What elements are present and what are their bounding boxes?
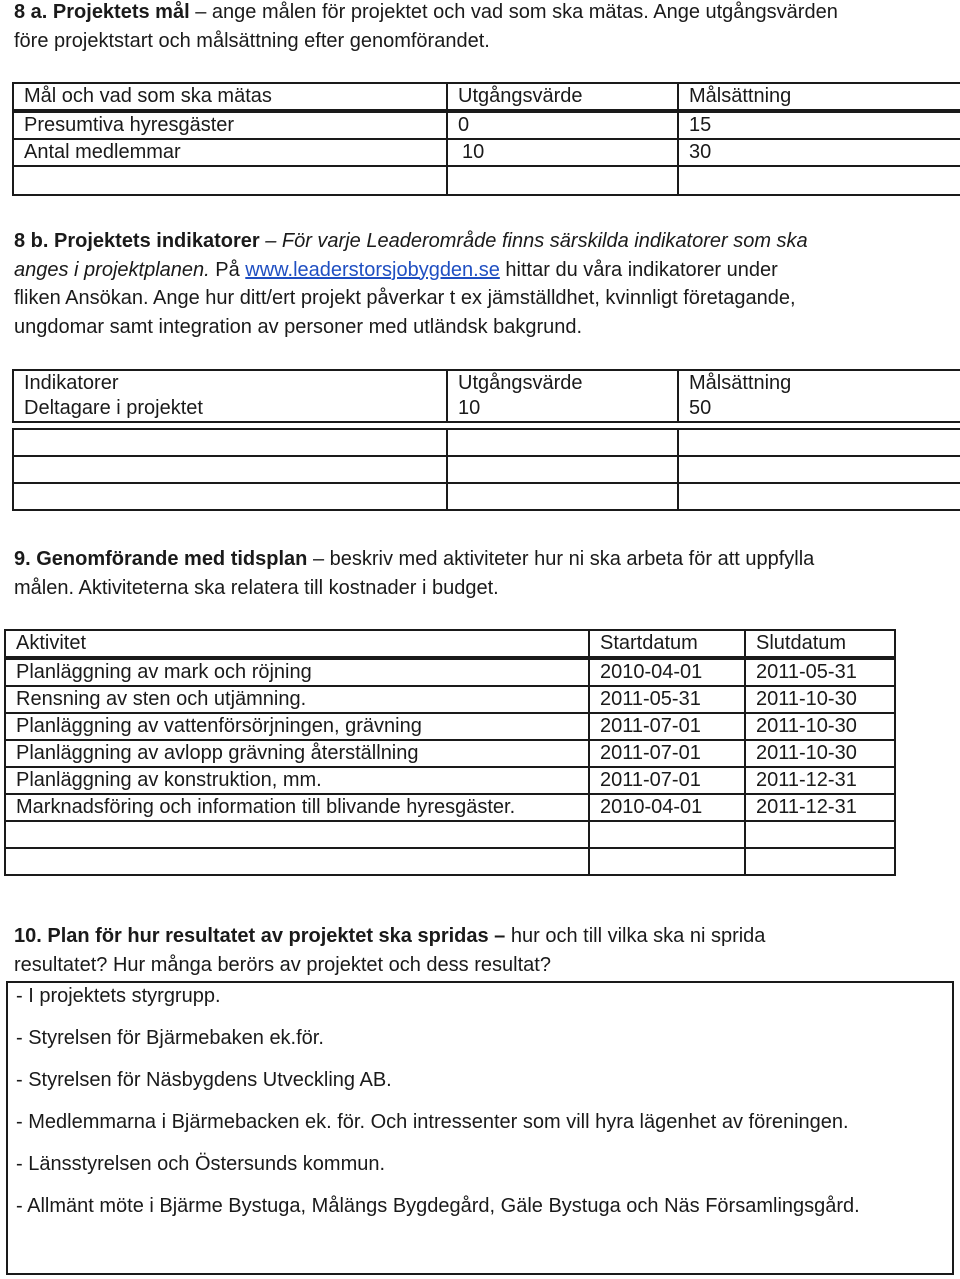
list-item: - Medlemmarna i Bjärmebacken ek. för. Och intressenter som vill hyra lägenhet av föreningen. xyxy=(16,1111,849,1133)
table-cell xyxy=(447,456,678,483)
table-cell: Antal medlemmar xyxy=(13,139,447,166)
table-cell: 2011-10-30 xyxy=(745,713,895,740)
section-9-text-1: – beskriv med aktiviteter hur ni ska arbeta för att uppfylla xyxy=(307,548,815,570)
table-row xyxy=(5,848,895,875)
table-row xyxy=(13,112,960,139)
list-item: - Allmänt möte i Bjärme Bystuga, Målängs Bygdegård, Gäle Bystuga och Näs Församlingsgård. xyxy=(16,1195,860,1217)
section-8a-text-1: – ange målen för projektet och vad som ska mätas. Ange utgångsvärden xyxy=(189,1,838,23)
table-cell: 10 xyxy=(447,139,678,166)
table-cell: 30 xyxy=(678,139,960,166)
table-cell: 2011-07-01 xyxy=(589,767,745,794)
table-row xyxy=(5,821,895,848)
indicators-header-row xyxy=(13,370,960,396)
table-cell: 2011-05-31 xyxy=(745,659,895,686)
table-row xyxy=(5,659,895,686)
section-10-text-1: hur och till vilka ska ni sprida xyxy=(505,925,766,947)
section-8b-after-link: hittar du våra indikatorer under xyxy=(499,258,778,281)
table-cell: 2011-07-01 xyxy=(589,713,745,740)
table-cell: Deltagare i projektet xyxy=(13,396,447,422)
table-cell: Planläggning av vattenförsörjningen, grävning xyxy=(5,713,589,740)
list-item: - Styrelsen för Näsbygdens Utveckling AB. xyxy=(16,1069,392,1091)
table-cell: 2010-04-01 xyxy=(589,794,745,821)
section-8b-italic-2: anges i projektplanen. xyxy=(14,258,210,281)
goals-table-body xyxy=(12,111,960,196)
section-8b-title: 8 b. Projektets indikatorer xyxy=(14,230,260,252)
table-row xyxy=(13,166,960,195)
list-item: - Styrelsen för Bjärmebaken ek.för. xyxy=(16,1027,324,1049)
table-cell: 10 xyxy=(447,396,678,422)
section-8a-title: 8 a. Projektets mål xyxy=(14,1,190,23)
dissemination-box xyxy=(6,981,954,1275)
table-row xyxy=(13,429,960,456)
goals-table xyxy=(12,82,960,111)
table-cell: 2011-12-31 xyxy=(745,767,895,794)
list-item: - Länsstyrelsen och Östersunds kommun. xyxy=(16,1153,386,1175)
timeplan-header-cell: Aktivitet xyxy=(5,630,589,657)
list-item: - I projektets styrgrupp. xyxy=(16,985,221,1007)
table-row xyxy=(13,483,960,510)
section-8a-text-2: före projektstart och målsättning efter genomförandet. xyxy=(14,29,490,52)
indicators-header-cell: Målsättning xyxy=(678,370,960,396)
table-cell: Marknadsföring och information till blivande hyresgäster. xyxy=(5,794,589,821)
leader-website-link[interactable]: www.leaderstorsjobygden.se xyxy=(245,258,500,281)
table-cell xyxy=(447,429,678,456)
indicators-header-cell: Indikatorer xyxy=(13,370,447,396)
indicators-table xyxy=(12,369,960,423)
table-cell xyxy=(447,166,678,195)
section-8b-italic-1: – För varje Leaderområde finns särskilda indikatorer som ska xyxy=(259,230,808,252)
goals-header-cell: Målsättning xyxy=(678,83,960,110)
table-cell xyxy=(13,456,447,483)
table-cell xyxy=(745,848,895,875)
table-cell xyxy=(13,483,447,510)
section-8a-heading xyxy=(14,0,914,55)
timeplan-table-body xyxy=(4,658,896,876)
section-10-text-2: resultatet? Hur många berörs av projektet och dess resultat? xyxy=(14,953,551,976)
table-cell: 50 xyxy=(678,396,960,422)
table-cell: 2011-10-30 xyxy=(745,686,895,713)
table-row xyxy=(13,139,960,166)
section-9-text-2: målen. Aktiviteterna ska relatera till kostnader i budget. xyxy=(14,576,499,599)
table-cell: Planläggning av konstruktion, mm. xyxy=(5,767,589,794)
section-8b-line-4: ungdomar samt integration av personer med utländsk bakgrund. xyxy=(14,315,583,338)
section-9-heading xyxy=(14,545,914,602)
table-cell: Planläggning av mark och röjning xyxy=(5,659,589,686)
table-row xyxy=(13,396,960,422)
goals-header-cell: Utgångsvärde xyxy=(447,83,678,110)
table-row xyxy=(13,456,960,483)
goals-header-row xyxy=(13,83,960,110)
indicators-table-body xyxy=(12,428,960,511)
table-cell xyxy=(5,848,589,875)
table-cell xyxy=(5,821,589,848)
table-cell: Planläggning av avlopp grävning återställning xyxy=(5,740,589,767)
table-cell xyxy=(589,821,745,848)
timeplan-table xyxy=(4,629,896,658)
goals-header-cell: Mål och vad som ska mätas xyxy=(13,83,447,110)
table-row xyxy=(5,740,895,767)
section-8b-heading xyxy=(14,227,934,341)
table-cell: 2011-12-31 xyxy=(745,794,895,821)
table-row xyxy=(5,767,895,794)
table-cell: 0 xyxy=(447,112,678,139)
table-cell xyxy=(678,456,960,483)
section-8b-line-3b: Ange hur ditt/ert projekt påverkar t ex jämställdhet, kvinnligt företagande, xyxy=(148,287,796,309)
table-cell xyxy=(678,483,960,510)
table-cell: 2011-07-01 xyxy=(589,740,745,767)
table-row xyxy=(5,713,895,740)
section-8b-line-3: fliken Ansökan. xyxy=(14,287,149,309)
table-cell xyxy=(678,429,960,456)
timeplan-header-cell: Slutdatum xyxy=(745,630,895,657)
section-9-title: 9. Genomförande med tidsplan xyxy=(14,548,308,570)
table-cell: Presumtiva hyresgäster xyxy=(13,112,447,139)
section-10-heading xyxy=(14,922,914,979)
timeplan-header-cell: Startdatum xyxy=(589,630,745,657)
table-cell xyxy=(13,429,447,456)
table-cell xyxy=(589,848,745,875)
section-10-title: 10. Plan för hur resultatet av projektet ska spridas – xyxy=(14,925,506,947)
table-cell xyxy=(745,821,895,848)
table-cell: Rensning av sten och utjämning. xyxy=(5,686,589,713)
section-8b-pa: På xyxy=(209,258,246,281)
table-cell xyxy=(447,483,678,510)
table-cell xyxy=(13,166,447,195)
table-cell: 2011-05-31 xyxy=(589,686,745,713)
table-row xyxy=(5,686,895,713)
table-cell: 2010-04-01 xyxy=(589,659,745,686)
table-cell xyxy=(678,166,960,195)
table-cell: 2011-10-30 xyxy=(745,740,895,767)
indicators-header-cell: Utgångsvärde xyxy=(447,370,678,396)
table-cell: 15 xyxy=(678,112,960,139)
timeplan-header-row xyxy=(5,630,895,657)
table-row xyxy=(5,794,895,821)
